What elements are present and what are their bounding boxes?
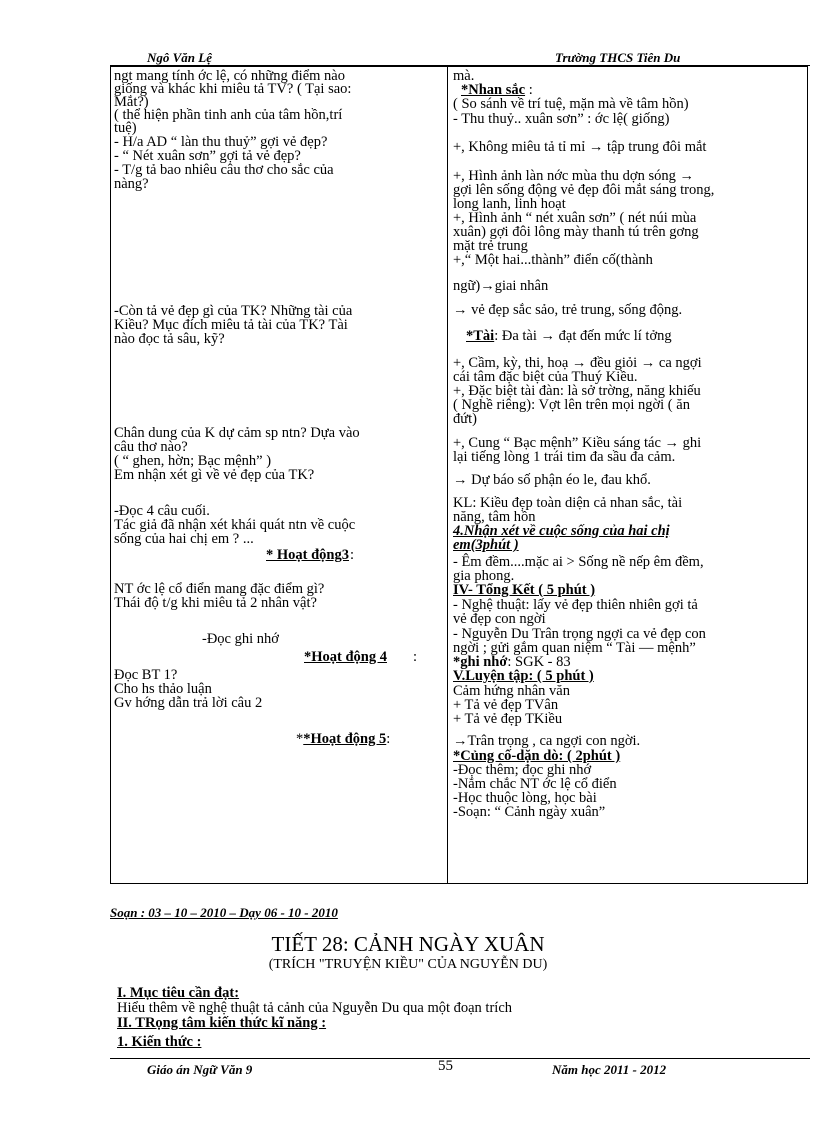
right-line: ngữ)→giai nhân (453, 278, 549, 294)
right-line: mà. (453, 68, 475, 84)
left-line: ( “ ghen, hờn; Bạc mệnh” ) (114, 453, 272, 469)
left-line: câu thơ nào? (114, 439, 188, 455)
section-4-summary-heading: IV- Tổng Kết ( 5 phút ) (453, 582, 596, 598)
left-line: - “ Nét xuân sơn” gợi tả vẻ đẹp? (114, 148, 301, 164)
right-line: - Thu thuỷ.. xuân sơn” : ớc lệ( giống) (453, 111, 670, 127)
header-school: Trường THCS Tiên Du (555, 50, 681, 65)
right-line: ( So sánh về trí tuệ, mặn mà về tâm hồn) (453, 96, 689, 112)
activity-5-label: *Hoạt động 5 (303, 731, 387, 747)
right-line: -Học thuộc lòng, học bài (453, 790, 597, 806)
right-line: ngời ; gửi gắm quan niệm “ Tài — mệnh” (453, 640, 696, 656)
lesson-subtitle: (TRÍCH "TRUYỆN KIỀU" CỦA NGUYỄN DU) (268, 957, 548, 972)
left-line: Đọc BT 1? (114, 667, 178, 683)
talent-text: : Đa tài → đạt đến mức lí tởng (494, 328, 672, 344)
left-line: sống của hai chị em ? ... (114, 531, 254, 547)
beauty-label: *Nhan sắc (461, 82, 526, 98)
activity-3-heading: * Hoạt động3 (266, 547, 349, 563)
header-author: Ngô Văn Lệ (147, 50, 212, 65)
left-line: Kiều? Mục đích miêu tả tài của TK? Tài (114, 317, 348, 333)
left-line: ( thể hiện phần tinh anh của tâm hồn,trí (114, 107, 343, 123)
goal-heading: I. Mục tiêu cần đạt: (117, 985, 240, 1001)
right-line: → vẻ đẹp sắc sảo, trẻ trung, sống động. (453, 302, 683, 318)
right-line: +, Không miêu tả tỉ mỉ → tập trung đôi mắt (453, 139, 707, 155)
right-line: +,“ Một hai...thành” điển cố(thành (453, 252, 653, 268)
remember-label: *ghi nhớ (453, 654, 508, 670)
right-line: vẻ đẹp con ngời (453, 611, 546, 627)
right-line: lại tiếng lòng 1 trái tim đa sầu đa cảm. (453, 449, 676, 465)
right-line: →Trân trọng , ca ngợi con ngời. (453, 733, 641, 749)
right-line: - Nguyễn Du Trân trọng ngợi ca vẻ đẹp con (453, 626, 706, 642)
right-line: +, Hình ảnh “ nét xuân sơn” ( nét núi mùa (453, 210, 697, 226)
lesson-title: TIẾT 28: CẢNH NGÀY XUÂN (271, 932, 545, 956)
colon: : (413, 649, 418, 665)
right-line: KL: Kiều đẹp toàn diện cả nhan sắc, tài (453, 495, 683, 511)
right-line: mặt trẻ trung (453, 238, 528, 254)
beauty-heading: *Nhan sắc : (461, 82, 533, 98)
left-line: ngt mang tính ớc lệ, có những điểm nào (114, 68, 345, 84)
right-line: long lanh, linh hoạt (453, 196, 566, 212)
focus-heading: II. TRọng tâm kiến thức kĩ năng : (117, 1015, 327, 1031)
right-line: +, Hình ảnh làn nớc mùa thu dợn sóng → (453, 168, 694, 184)
right-line: cái tâm đặc biệt của Thuý Kiều. (453, 369, 638, 385)
right-line: năng, tâm hồn (453, 509, 536, 525)
right-line: +, Cầm, kỳ, thi, hoạ → đều giỏi → ca ngợi (453, 355, 702, 371)
talent-heading (466, 330, 672, 344)
left-line: Em nhận xét gì về vẻ đẹp của TK? (114, 467, 315, 483)
right-line: đứt) (453, 411, 477, 427)
right-line: gia phong. (453, 568, 515, 584)
activity-4-heading: *Hoạt động 4 (304, 649, 387, 665)
section-4-heading: 4.Nhận xét về cuộc sống của hai chị (453, 523, 670, 539)
left-line: Thái độ t/g khi miêu tả 2 nhân vật? (114, 595, 317, 611)
section-4-duration: em(3phút ) (453, 537, 519, 553)
right-line: -Soạn: “ Cảnh ngày xuân” (453, 804, 606, 820)
talent-label: *Tài (466, 328, 495, 344)
left-line: Tác giả đã nhận xét khái quát ntn về cuộc (114, 517, 356, 533)
left-line: -Còn tả vẻ đẹp gì của TK? Những tài của (114, 303, 353, 319)
left-line: - H/a AD “ làn thu thuỷ” gợi vẻ đẹp? (114, 134, 328, 150)
left-line: giống và khác khi miêu tả TV? ( Tại sao: (114, 81, 352, 97)
left-line: - T/g tả bao nhiêu câu thơ cho sắc của (114, 162, 334, 178)
right-line: -Nắm chắc NT ớc lệ cổ điển (453, 776, 617, 792)
left-line: nào đọc tả sâu, kỹ? (114, 331, 225, 347)
left-line: -Đọc 4 câu cuối. (114, 503, 210, 519)
right-line: - Nghệ thuật: lấy vẻ đẹp thiên nhiên gợi tả (453, 597, 698, 613)
left-line: tuệ) (114, 120, 137, 136)
footer-rule (110, 1058, 810, 1059)
right-line: +, Cung “ Bạc mệnh” Kiều sáng tác → ghi (453, 435, 702, 451)
knowledge-heading: 1. Kiến thức : (117, 1034, 202, 1050)
colon: : (350, 547, 355, 563)
right-line: + Tả vẻ đẹp TKiều (453, 711, 563, 727)
left-line: Cho hs thảo luận (114, 681, 212, 697)
practice-heading: V.Luyện tập: ( 5 phút ) (453, 668, 594, 684)
left-line: -Đọc ghi nhớ (202, 631, 279, 647)
left-line: NT ớc lệ cổ điển mang đặc điểm gì? (114, 581, 325, 597)
remember-text: : SGK - 83 (507, 654, 571, 670)
date-line: Soạn : 03 – 10 – 2010 – Dạy 06 - 10 - 2010 (110, 905, 338, 920)
footer-left: Giáo án Ngữ Văn 9 (147, 1062, 253, 1077)
goal-text: Hiểu thêm về nghệ thuật tả cảnh của Nguyễn Du qua một đoạn trích (117, 1000, 513, 1016)
table-column-divider (447, 66, 448, 884)
footer-right: Năm học 2011 - 2012 (552, 1062, 667, 1077)
consolidation-heading: *Củng cố-dặn dò: ( 2phút ) (453, 748, 621, 764)
left-line: nàng? (114, 176, 149, 192)
right-line: - Êm đềm....mặc ai > Sống nề nếp êm đềm, (453, 554, 704, 570)
right-line: ( Nghề riêng): Vợt lên trên mọi ngời ( ăn (453, 397, 690, 413)
right-line: gợi lên sống động vẻ đẹp đôi mắt sáng trong, (453, 182, 715, 198)
right-line: xuân) gợi đôi lông mày thanh tú trên gơng (453, 224, 699, 240)
right-line: → Dự báo số phận éo le, đau khổ. (453, 472, 651, 488)
right-line: +, Đặc biệt tài đàn: là sở trờng, năng khiếu (453, 383, 701, 399)
right-line: -Đọc thêm; đọc ghi nhớ (453, 762, 592, 778)
left-line: Mắt?) (114, 94, 149, 110)
page-number: 55 (438, 1058, 453, 1074)
right-line: Cảm hứng nhân văn (453, 683, 570, 699)
left-line: Gv hớng dẫn trả lời câu 2 (114, 695, 263, 711)
activity-5-heading: **Hoạt động 5: (296, 731, 391, 747)
right-line: + Tả vẻ đẹp TVân (453, 697, 559, 713)
left-line: Chân dung của K dự cảm sp ntn? Dựa vào (114, 425, 360, 441)
